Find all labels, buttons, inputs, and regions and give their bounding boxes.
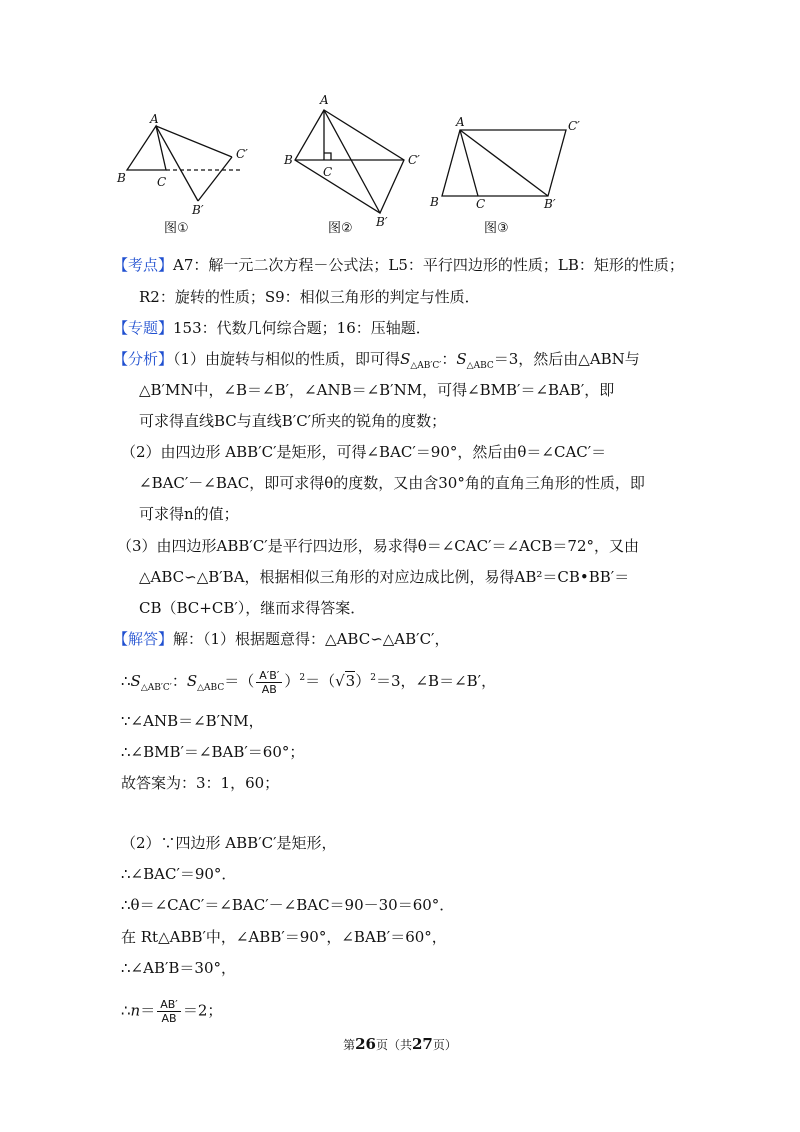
- fig1-label-B: B: [117, 171, 126, 185]
- page-footer: [0, 1035, 800, 1053]
- jieda-p2-text-3: ∴θ＝∠CAC′＝∠BAC′－∠BAC＝90－30＝60°．: [121, 896, 455, 914]
- ratio-denominator: AB: [261, 682, 277, 696]
- jieda-p2-text-6-tail: ＝2；: [182, 1001, 223, 1020]
- footer-total-pages: 27: [412, 1035, 433, 1053]
- footer-post: 页）: [432, 1038, 457, 1052]
- fig2-label-B: B: [284, 153, 293, 167]
- jieda-p2-text-1: （2）∵四边形 ABB′C′是矩形，: [121, 834, 337, 852]
- jieda-line-4: [121, 742, 304, 762]
- fenxi-line-8: [139, 567, 629, 587]
- fenxi-text-1a: （1）由旋转与相似的性质，即可得: [173, 350, 401, 368]
- kaodian-text-1: A7：解一元二次方程－公式法；L5：平行四边形的性质；LB：矩形的性质；: [173, 256, 684, 274]
- jieda-line-3: [121, 711, 264, 731]
- jieda-text-3: ∵∠ANB＝∠B′NM，: [121, 712, 264, 730]
- fig3-label-C: C: [476, 197, 486, 211]
- fenxi-text-6: 可求得n的值；: [139, 505, 239, 523]
- fenxi-text-7: （3）由四边形ABB′C′是平行四边形，易求得θ＝∠CAC′＝∠ACB＝72°，又由: [117, 537, 639, 555]
- fenxi-line-9: [139, 598, 365, 618]
- fig3-label-A: A: [456, 115, 465, 129]
- jieda-line-2: $\therefore S_{\triangle AB'C'}$：$S_{\triangle ABC}=$（ $\frac{A'B'}{AB}$ ）$^2=(√3)^2=3$，∠B＝∠B′，: [121, 668, 497, 696]
- fenxi-line-3: [139, 411, 446, 431]
- fig1-caption: 图①: [164, 221, 189, 236]
- geometry-figures: [0, 0, 800, 250]
- fenxi-text-1b: ＝3，然后由△ABN与: [493, 350, 640, 368]
- footer-page-number: 26: [355, 1035, 376, 1053]
- kaodian-line-1: [113, 255, 684, 275]
- fenxi-tag: 【分析】: [113, 350, 174, 368]
- n-numerator: AB′: [157, 998, 181, 1012]
- fenxi-line-5: [139, 473, 645, 493]
- fig2-caption: 图②: [328, 221, 353, 236]
- fenxi-text-4: （2）由四边形 ABB′C′是矩形，可得∠BAC′＝90°，然后由θ＝∠CAC′＝: [121, 443, 607, 461]
- fenxi-line-6: [139, 504, 239, 524]
- fenxi-text-2: △B′MN中，∠B＝∠B′，∠ANB＝∠B′NM，可得∠BMB′＝∠BAB′，即: [139, 381, 615, 399]
- fig3-label-Cp: C′: [568, 119, 580, 133]
- jieda-line-5: [121, 773, 279, 793]
- figure-1: [127, 126, 240, 201]
- jieda-p2-line-3: [121, 895, 454, 915]
- figure-2: [295, 110, 404, 213]
- fenxi-line-2: [139, 380, 614, 400]
- jieda-p2-text-2: ∴∠BAC′＝90°．: [121, 865, 237, 883]
- fenxi-text-5: ∠BAC′－∠BAC，即可求得θ的度数，又由含30°角的直角三角形的性质，即: [139, 474, 645, 492]
- fenxi-text-8: △ABC∽△B′BA，根据相似三角形的对应边成比例，易得AB²＝CB•BB′＝: [139, 568, 630, 586]
- n-denominator: AB: [161, 1012, 177, 1025]
- fig2-label-A: A: [320, 93, 329, 107]
- jieda-text-5: 故答案为：3：1，60；: [121, 774, 280, 792]
- fig2-label-Cp: C′: [408, 153, 420, 167]
- ratio-numerator: A′B′: [256, 669, 282, 683]
- fenxi-line-1: 【分析】（1）由旋转与相似的性质，即可得$S_{\triangle AB'C'}$：$S_{\triangle ABC}=3$，然后由△ABN与: [113, 350, 640, 371]
- fig3-label-Bp: B′: [544, 197, 556, 211]
- jieda-p2-text-5: ∴∠AB′B＝30°，: [121, 959, 236, 977]
- jieda-p2-text-4: 在 Rt△ABB′中，∠ABB′＝90°，∠BAB′＝60°，: [121, 928, 447, 946]
- fig3-caption: 图③: [484, 221, 509, 236]
- jieda-line-1: [113, 629, 449, 649]
- zhuanti-tag: 【专题】: [113, 319, 174, 337]
- jieda-tag: 【解答】: [113, 630, 174, 648]
- jieda-p2-line-6: ∴n＝ $\frac{AB'}{AB}$ ＝2；: [121, 998, 223, 1025]
- fig1-label-A: A: [150, 112, 159, 126]
- jieda-p2-line-5: [121, 958, 236, 978]
- fig3-label-B: B: [430, 195, 439, 209]
- jieda-p2-line-2: [121, 864, 236, 884]
- ratio-fraction: [256, 669, 282, 696]
- jieda-text-4: ∴∠BMB′＝∠BAB′＝60°；: [121, 743, 305, 761]
- fig2-label-Bp: B′: [376, 215, 388, 229]
- n-fraction: [157, 998, 181, 1025]
- jieda-text-1: 解：（1）根据题意得：△ABC∽△AB′C′，: [173, 630, 450, 648]
- jieda-p2-line-1: [121, 833, 336, 853]
- fig1-label-Cp: C′: [236, 147, 248, 161]
- kaodian-text-2: R2：旋转的性质；S9：相似三角形的判定与性质．: [139, 288, 480, 306]
- jieda-p2-line-4: [121, 927, 447, 947]
- figure-3: [442, 130, 566, 196]
- fenxi-text-9: CB（BC+CB′），继而求得答案．: [139, 599, 366, 617]
- zhuanti-line: [113, 318, 431, 338]
- kaodian-tag: 【考点】: [113, 256, 174, 274]
- kaodian-line-2: [139, 287, 480, 307]
- fig1-label-C: C: [157, 175, 167, 189]
- footer-mid: 页（共: [375, 1038, 412, 1052]
- fig1-label-Bp: B′: [192, 203, 204, 217]
- jieda-text-2-tail: ＝3，∠B＝∠B′，: [375, 672, 497, 690]
- fenxi-line-4: [121, 442, 606, 462]
- fig2-label-C: C: [323, 165, 333, 179]
- zhuanti-text: 153：代数几何综合题；16：压轴题．: [173, 319, 431, 337]
- fenxi-line-7: [117, 536, 639, 556]
- footer-pre: 第: [343, 1038, 356, 1052]
- fenxi-text-3: 可求得直线BC与直线B′C′所夹的锐角的度数；: [139, 412, 447, 430]
